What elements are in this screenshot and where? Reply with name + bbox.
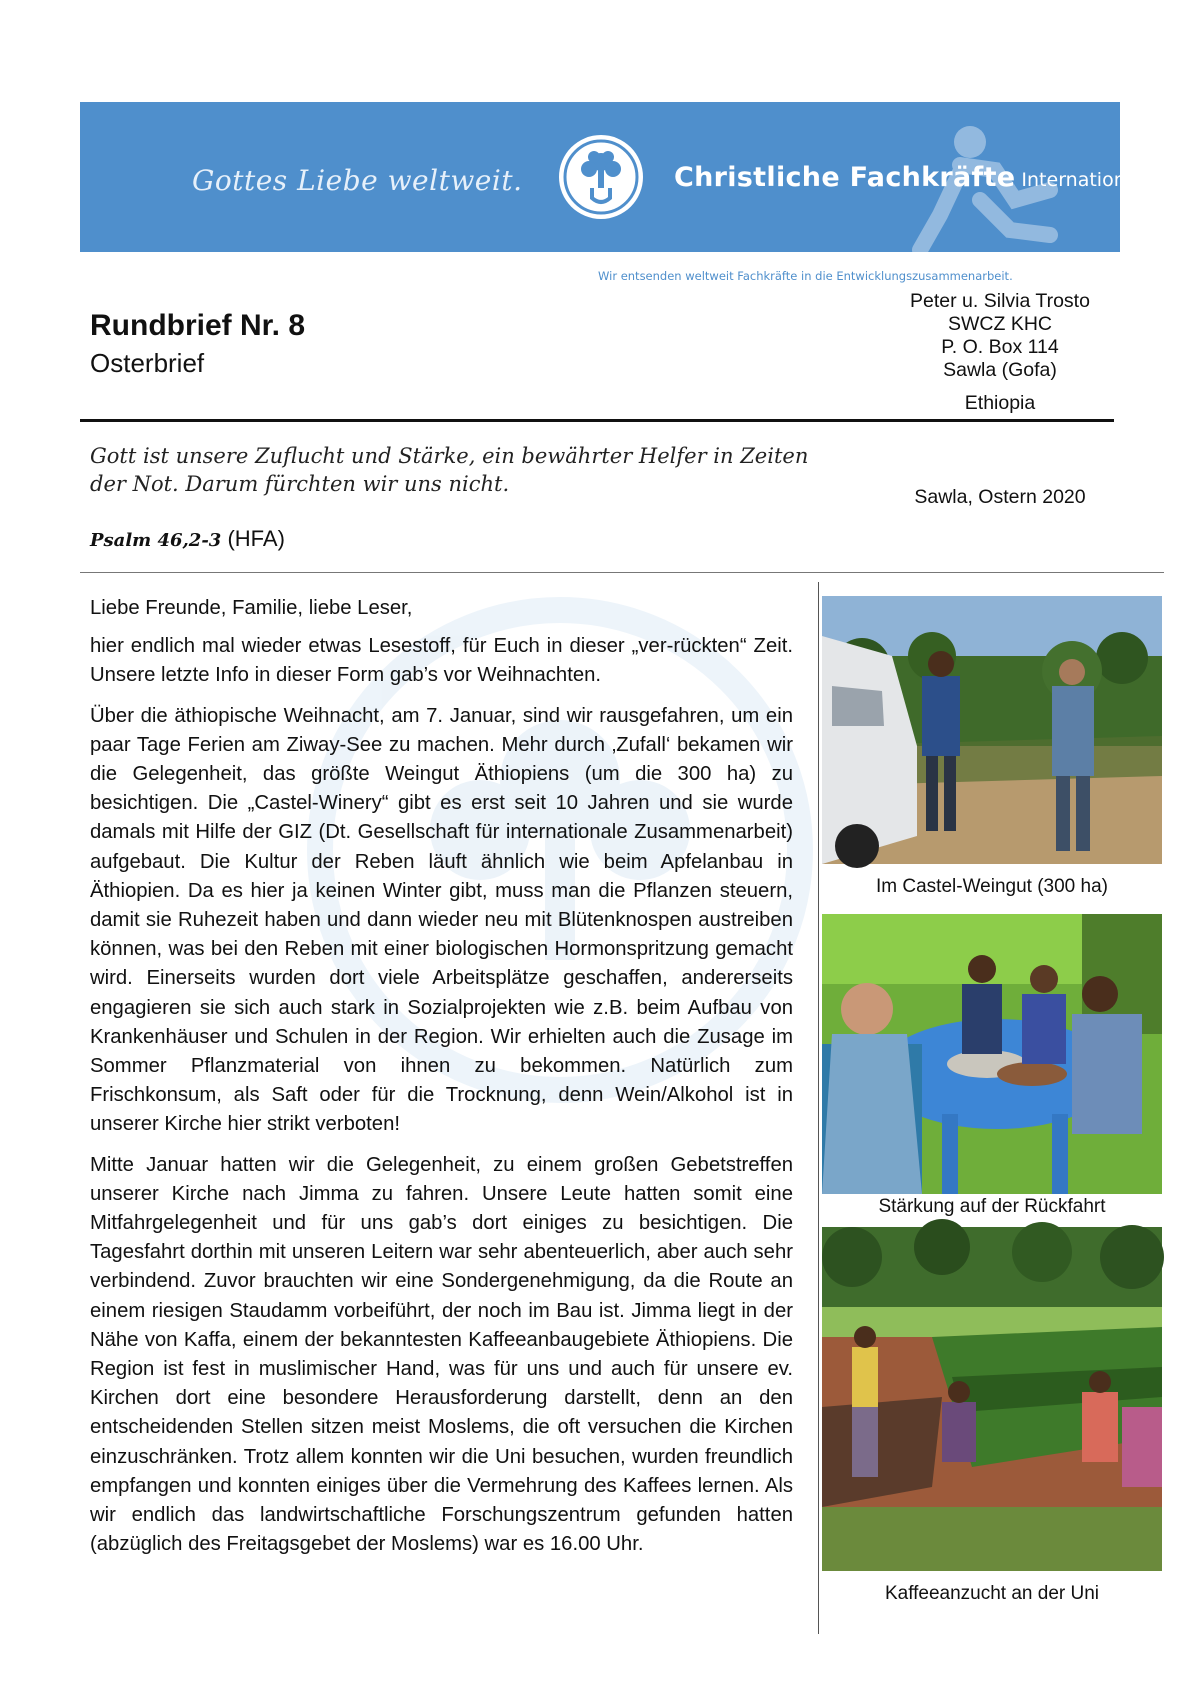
header-banner <box>80 102 1143 252</box>
meal-photo <box>822 914 1162 1194</box>
address-country: Ethiopia <box>964 392 1036 414</box>
verse-reference <box>90 526 285 552</box>
tree-logo-icon <box>556 132 646 222</box>
divider <box>80 572 1164 573</box>
bible-verse: Gott ist unsere Zuflucht und Stärke, ein bewährter Helfer in Zeiten der Not. Darum fürchten wir uns nicht. <box>90 444 809 496</box>
divider <box>80 419 1114 422</box>
letter-date: Sawla, Ostern 2020 <box>914 486 1086 508</box>
paragraph: Über die äthiopische Weihnacht, am 7. Januar, sind wir rausgefahren, um ein paar Tage Ferien am Ziway-See zu machen. Mehr durch ‚Zufall‘ bekamen wir die Gelegenheit, das größte Weingut Äthiopiens (um die 300 ha) zu besichtigen. Die „Castel-Winery“ gibt es erst seit 10 Jahren und sie wurde damals mit Hilfe der GIZ (Dt. Gesellschaft für internationale Zusammenarbeit) aufgebaut. Die Kultur der Reben läuft ähnlich wie beim Apfelanbau in Äthiopien. Da es hier ja keinen Winter gibt, muss man die Pflanzen steuern, damit sie Ruhezeit haben und dann wieder neu mit Blütenknospen austreiben können, was bei den Reben mit einer biologischen Hormonspritzung gemacht wird. Einerseits wurden dort viele Arbeitsplätze geschaffen, andererseits engagieren sie sich auch stark in Sozialprojekten wie z.B. beim Aufbau von Krankenhäuser und Schulen in der Region. Wir erhielten auch die Zusage im Sommer Pflanzmaterial von ihnen zu bekommen. Natürlich zum Frischkonsum, als Saft oder für die Trocknung, denn Wein/Alkohol ist in unserer Kirche hier strikt verboten! <box>90 704 793 1136</box>
coffee-nursery-photo <box>822 1227 1162 1571</box>
address-line: P. O. Box 114 <box>941 336 1059 358</box>
photo-caption: Stärkung auf der Rückfahrt <box>878 1196 1106 1217</box>
bible-translation: (HFA) <box>227 526 285 551</box>
address-line: SWCZ KHC <box>948 313 1052 335</box>
banner-subtagline: Wir entsenden weltweit Fachkräfte in die Entwicklungszusammenarbeit. <box>598 269 1013 283</box>
banner-tagline: Gottes Liebe weltweit. <box>192 164 523 197</box>
photo-caption: Im Castel-Weingut (300 ha) <box>876 876 1108 897</box>
address-line: Peter u. Silvia Trosto <box>910 290 1090 312</box>
photo-caption: Kaffeeanzucht an der Uni <box>884 1583 1100 1604</box>
org-name: Christliche Fachkräfte <box>674 162 1016 193</box>
letter-body <box>90 594 793 1571</box>
runner-figure-icon <box>900 120 1080 260</box>
vineyard-photo <box>822 596 1162 864</box>
psalm-reference: Psalm 46,2-3 <box>90 530 222 551</box>
letter-title: Rundbrief Nr. 8 <box>90 309 306 342</box>
greeting: Liebe Freunde, Familie, liebe Leser, <box>90 597 413 619</box>
org-suffix: International <box>1021 169 1143 191</box>
paragraph: hier endlich mal wieder etwas Lesestoff, für Euch in dieser „ver-rückten“ Zeit. Unsere letzte Info in dieser Form gab’s vor Weihnachten. <box>90 635 793 687</box>
address-line: Sawla (Gofa) <box>943 359 1057 381</box>
sender-address <box>860 290 1140 415</box>
paragraph: Mitte Januar hatten wir die Gelegenheit, zu einem großen Gebetstreffen unserer Kirche nach Jimma zu fahren. Unsere Leute hatten somit eine Mitfahrgelegenheit und für uns gab’s dort einiges zu besichtigen. Die Tagesfahrt dorthin mit unseren Leitern war sehr abenteuerlich, aber auch sehr verbindend. Zuvor brauchten wir eine Sondergenehmigung, da die Route an einem riesigen Staudamm vorbeiführt, der noch im Bau ist. Jimma liegt in der Nähe von Kaffa, einem der bekanntesten Kaffeeanbaugebiete Äthiopiens. Die Region ist fest in muslimischer Hand, was für uns und auch für unsere ev. Kirchen dort eine besondere Herausforderung darstellt, denn an den entscheidenden Stellen sitzen meist Moslems, die oft versuchen die Kirchen einzuschränken. Trotz allem konnten wir die Uni besuchen, wurden freundlich empfangen und konnten einiges über die Vermehrung des Kaffees lernen. Als wir endlich das landwirtschaftliche Forschungszentrum gefunden hatten (abzüglich des Freitagsgebet der Moslems) war es 16.00 Uhr. <box>90 1153 793 1556</box>
letter-subtitle: Osterbrief <box>90 348 205 378</box>
